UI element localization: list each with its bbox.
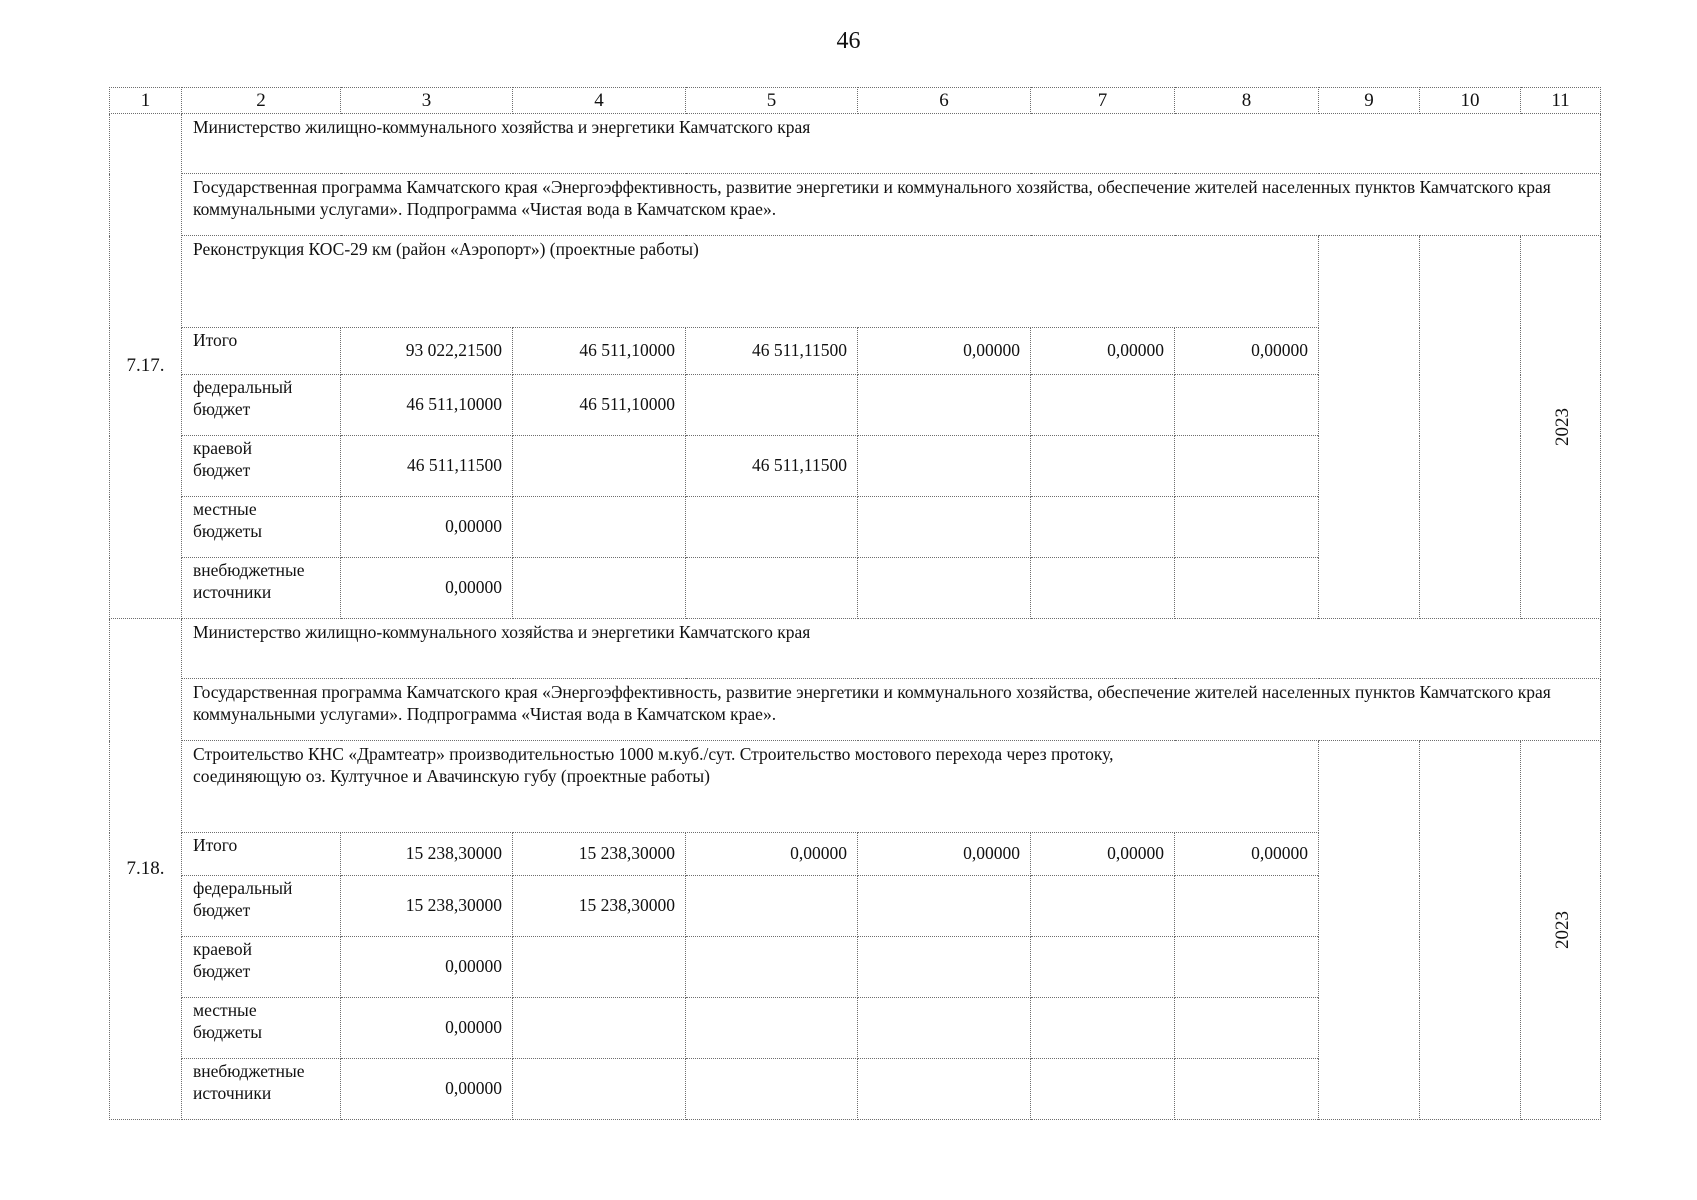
- ministry-name: Министерство жилищно-коммунального хозяйства и энергетики Камчатского края: [182, 619, 1601, 679]
- column-number: 4: [513, 88, 686, 114]
- funding-value: 15 238,30000: [513, 833, 686, 876]
- funding-value: 46 511,10000: [513, 375, 686, 436]
- funding-value: [1175, 497, 1319, 558]
- funding-value: 15 238,30000: [341, 876, 513, 937]
- funding-source-label-line: бюджет: [193, 960, 251, 981]
- funding-value: [1175, 876, 1319, 937]
- funding-value: 46 511,11500: [341, 436, 513, 497]
- column-number: 8: [1175, 88, 1319, 114]
- implementation-year-cell: [1521, 741, 1601, 1120]
- funding-value: 46 511,11500: [686, 436, 858, 497]
- funding-source-label-line: краевой: [193, 438, 253, 458]
- funding-source-label: [182, 1059, 341, 1120]
- funding-value: [1175, 998, 1319, 1059]
- project-name-line: соединяющую оз. Култучное и Авачинскую губу (проектные работы): [193, 765, 710, 786]
- funding-source-label-line: Итого: [193, 330, 238, 350]
- funding-value: [1031, 375, 1175, 436]
- funding-source-label-line: бюджет: [193, 459, 251, 480]
- section-program-row: [110, 174, 1601, 236]
- column-number: 5: [686, 88, 858, 114]
- funding-value: [1175, 375, 1319, 436]
- column-number: 1: [110, 88, 182, 114]
- funding-value: [858, 375, 1031, 436]
- implementation-year-cell: [1521, 236, 1601, 619]
- funding-value: 15 238,30000: [513, 876, 686, 937]
- column-number: 11: [1521, 88, 1601, 114]
- funding-source-label-line: внебюджетные: [193, 560, 305, 580]
- funding-source-label-line: бюджеты: [193, 1021, 263, 1042]
- funding-source-label-line: местные: [193, 499, 257, 519]
- funding-source-label-line: бюджет: [193, 398, 251, 419]
- funding-value: [686, 876, 858, 937]
- funding-value: [686, 998, 858, 1059]
- section-project-row: [110, 741, 1601, 833]
- funding-value: [1175, 1059, 1319, 1120]
- column-10-empty: [1420, 741, 1521, 1120]
- funding-value: [1031, 497, 1175, 558]
- section-program-row: [110, 679, 1601, 741]
- funding-value: [686, 497, 858, 558]
- project-name: [182, 236, 1319, 328]
- section-ministry-row: [110, 114, 1601, 174]
- funding-value: [858, 876, 1031, 937]
- funding-value: 46 511,10000: [513, 328, 686, 375]
- funding-value: [513, 558, 686, 619]
- funding-source-label-line: Итого: [193, 835, 238, 855]
- implementation-year: 2023: [1551, 911, 1573, 949]
- funding-value: [858, 1059, 1031, 1120]
- funding-value: [858, 937, 1031, 998]
- funding-value: 0,00000: [686, 833, 858, 876]
- funding-value: [1031, 558, 1175, 619]
- project-name: [182, 741, 1319, 833]
- funding-value: [858, 558, 1031, 619]
- funding-value: [513, 436, 686, 497]
- funding-source-label: [182, 937, 341, 998]
- funding-value: [858, 497, 1031, 558]
- funding-value: 0,00000: [1031, 328, 1175, 375]
- ministry-name: Министерство жилищно-коммунального хозяйства и энергетики Камчатского края: [182, 114, 1601, 174]
- funding-value: 0,00000: [341, 497, 513, 558]
- funding-value: 0,00000: [341, 998, 513, 1059]
- funding-value: 0,00000: [341, 937, 513, 998]
- column-number: 7: [1031, 88, 1175, 114]
- funding-source-label-line: местные: [193, 1000, 257, 1020]
- funding-value: 0,00000: [1175, 328, 1319, 375]
- funding-source-label: [182, 328, 341, 375]
- funding-value: [1031, 937, 1175, 998]
- funding-value: 0,00000: [1175, 833, 1319, 876]
- funding-value: [1175, 436, 1319, 497]
- funding-source-label-line: бюджеты: [193, 520, 263, 541]
- funding-value: 46 511,10000: [341, 375, 513, 436]
- section-project-row: [110, 236, 1601, 328]
- section-number: 7.17.: [110, 114, 182, 619]
- funding-value: [1031, 876, 1175, 937]
- page-number: 46: [836, 28, 861, 54]
- implementation-year: 2023: [1551, 408, 1573, 446]
- column-number: 3: [341, 88, 513, 114]
- funding-source-label: [182, 375, 341, 436]
- budget-table: [109, 87, 1601, 1120]
- column-number: 6: [858, 88, 1031, 114]
- column-header-row: [110, 88, 1601, 114]
- funding-value: 0,00000: [858, 328, 1031, 375]
- funding-value: 0,00000: [341, 1059, 513, 1120]
- funding-value: [1175, 558, 1319, 619]
- project-name-line: Строительство КНС «Драмтеатр» производительностью 1000 м.куб./сут. Строительство мостового перехода через протоку,: [193, 744, 1114, 764]
- project-name-line: Реконструкция КОС-29 км (район «Аэропорт») (проектные работы): [193, 239, 699, 259]
- section-ministry-row: [110, 619, 1601, 679]
- funding-value: 0,00000: [858, 833, 1031, 876]
- funding-value: [513, 937, 686, 998]
- funding-source-label-line: источники: [193, 1082, 272, 1103]
- funding-source-label: [182, 436, 341, 497]
- funding-value: [1031, 436, 1175, 497]
- funding-value: [858, 436, 1031, 497]
- funding-value: [1031, 998, 1175, 1059]
- funding-value: 0,00000: [1031, 833, 1175, 876]
- funding-value: 0,00000: [341, 558, 513, 619]
- program-name: Государственная программа Камчатского края «Энергоэффективность, развитие энергетики и коммунального хозяйства, обеспечение жителей населенных пунктов Камчатского края коммунальными услугами». Подпрограмма «Чистая вода в Камчатском крае».: [182, 174, 1601, 236]
- funding-value: [1175, 937, 1319, 998]
- column-9-empty: [1319, 741, 1420, 1120]
- funding-value: [686, 937, 858, 998]
- column-number: 9: [1319, 88, 1420, 114]
- funding-source-label: [182, 833, 341, 876]
- funding-value: 15 238,30000: [341, 833, 513, 876]
- funding-source-label: [182, 497, 341, 558]
- funding-value: [686, 375, 858, 436]
- funding-value: 93 022,21500: [341, 328, 513, 375]
- funding-source-label-line: бюджет: [193, 899, 251, 920]
- funding-value: [1031, 1059, 1175, 1120]
- column-9-empty: [1319, 236, 1420, 619]
- program-name: Государственная программа Камчатского края «Энергоэффективность, развитие энергетики и коммунального хозяйства, обеспечение жителей населенных пунктов Камчатского края коммунальными услугами». Подпрограмма «Чистая вода в Камчатском крае».: [182, 679, 1601, 741]
- funding-value: [513, 497, 686, 558]
- funding-source-label-line: федеральный: [193, 878, 293, 898]
- funding-source-label: [182, 558, 341, 619]
- funding-source-label-line: федеральный: [193, 377, 293, 397]
- funding-source-label-line: источники: [193, 581, 272, 602]
- section-number: 7.18.: [110, 619, 182, 1120]
- funding-value: [858, 998, 1031, 1059]
- funding-value: [513, 998, 686, 1059]
- funding-value: 46 511,11500: [686, 328, 858, 375]
- column-10-empty: [1420, 236, 1521, 619]
- funding-source-label-line: краевой: [193, 939, 253, 959]
- funding-source-label-line: внебюджетные: [193, 1061, 305, 1081]
- column-number: 2: [182, 88, 341, 114]
- funding-value: [513, 1059, 686, 1120]
- funding-value: [686, 1059, 858, 1120]
- funding-value: [686, 558, 858, 619]
- funding-source-label: [182, 876, 341, 937]
- column-number: 10: [1420, 88, 1521, 114]
- funding-source-label: [182, 998, 341, 1059]
